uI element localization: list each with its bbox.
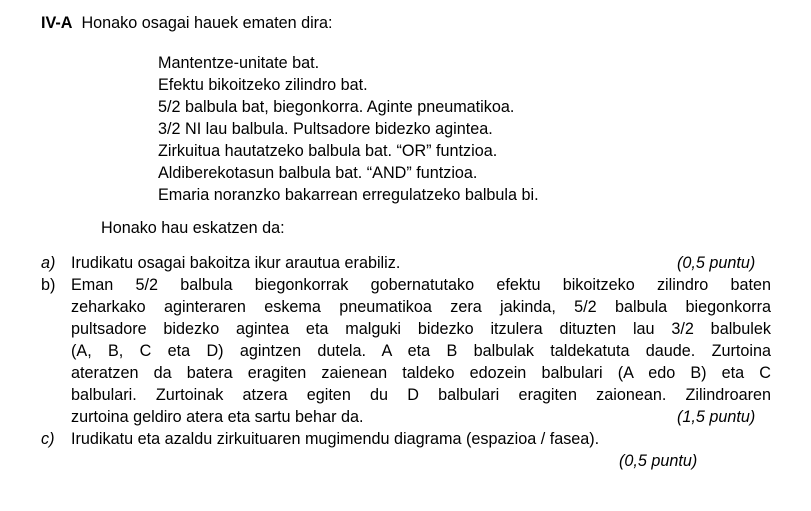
- question-text-line: balbulari. Zurtoinak atzera egiten du D balbulari eragiten zaionean. Zilindroaren: [71, 386, 771, 404]
- question-text-line: (A, B, C eta D) agintzen dutela. A eta B balbulak taldekatuta daude. Zurtoina: [71, 342, 771, 360]
- question-a: [41, 252, 771, 274]
- question-text: Irudikatu osagai bakoitza ikur arautua erabiliz.: [71, 254, 401, 272]
- question-points: (0,5 puntu): [619, 452, 698, 470]
- question-text: Irudikatu eta azaldu zirkuituaren mugimendu diagrama (espazioa / fasea).: [71, 430, 600, 448]
- component-item: Emaria noranzko bakarrean erregulatzeko balbula bi.: [158, 186, 539, 204]
- question-points: (0,5 puntu): [677, 254, 756, 272]
- question-points: (1,5 puntu): [677, 408, 756, 426]
- component-item: 3/2 NI lau balbula. Pultsadore bidezko agintea.: [158, 120, 493, 138]
- component-item: Aldiberekotasun balbula bat. “AND” funtzioa.: [158, 164, 478, 182]
- question-text-line: Eman 5/2 balbula biegonkorrak gobernatutako efektu bikoitzeko zilindro baten: [71, 276, 771, 294]
- question-label: b): [41, 276, 56, 294]
- question-label: a): [41, 254, 56, 272]
- question-label: c): [41, 430, 55, 448]
- question-body: [71, 274, 771, 428]
- component-item: Zirkuitua hautatzeko balbula bat. “OR” funtzioa.: [158, 142, 498, 160]
- question-body: [71, 252, 771, 274]
- question-text-line: zeharkako aginteraren eskema pneumatikoa zera jakinda, 5/2 balbula biegonkorra: [71, 298, 771, 316]
- exercise-heading: [41, 12, 333, 34]
- question-text-line: ateratzen da batera eragiten zaienean taldeko edozein balbulari (A edo B) eta C: [71, 364, 771, 382]
- component-item: Mantentze-unitate bat.: [158, 54, 320, 72]
- question-row: [71, 252, 771, 274]
- question-c: [41, 428, 771, 472]
- question-list: [41, 252, 771, 472]
- exercise-intro: Honako osagai hauek ematen dira:: [81, 14, 333, 32]
- component-item: 5/2 balbula bat, biegonkorra. Aginte pneumatikoa.: [158, 98, 515, 116]
- question-body: [71, 428, 771, 472]
- question-text-line: pultsadore bidezko agintea eta malguki bidezko itzulera dituzten lau 3/2 balbulek: [71, 320, 771, 338]
- question-row: [71, 406, 771, 428]
- question-text-line: zurtoina geldiro atera eta sartu behar da.: [71, 408, 364, 426]
- question-b: [41, 274, 771, 428]
- component-item: Efektu bikoitzeko zilindro bat.: [158, 76, 368, 94]
- request-text: Honako hau eskatzen da:: [101, 219, 285, 237]
- component-list: [158, 52, 539, 206]
- exercise-number: IV-A: [41, 14, 73, 32]
